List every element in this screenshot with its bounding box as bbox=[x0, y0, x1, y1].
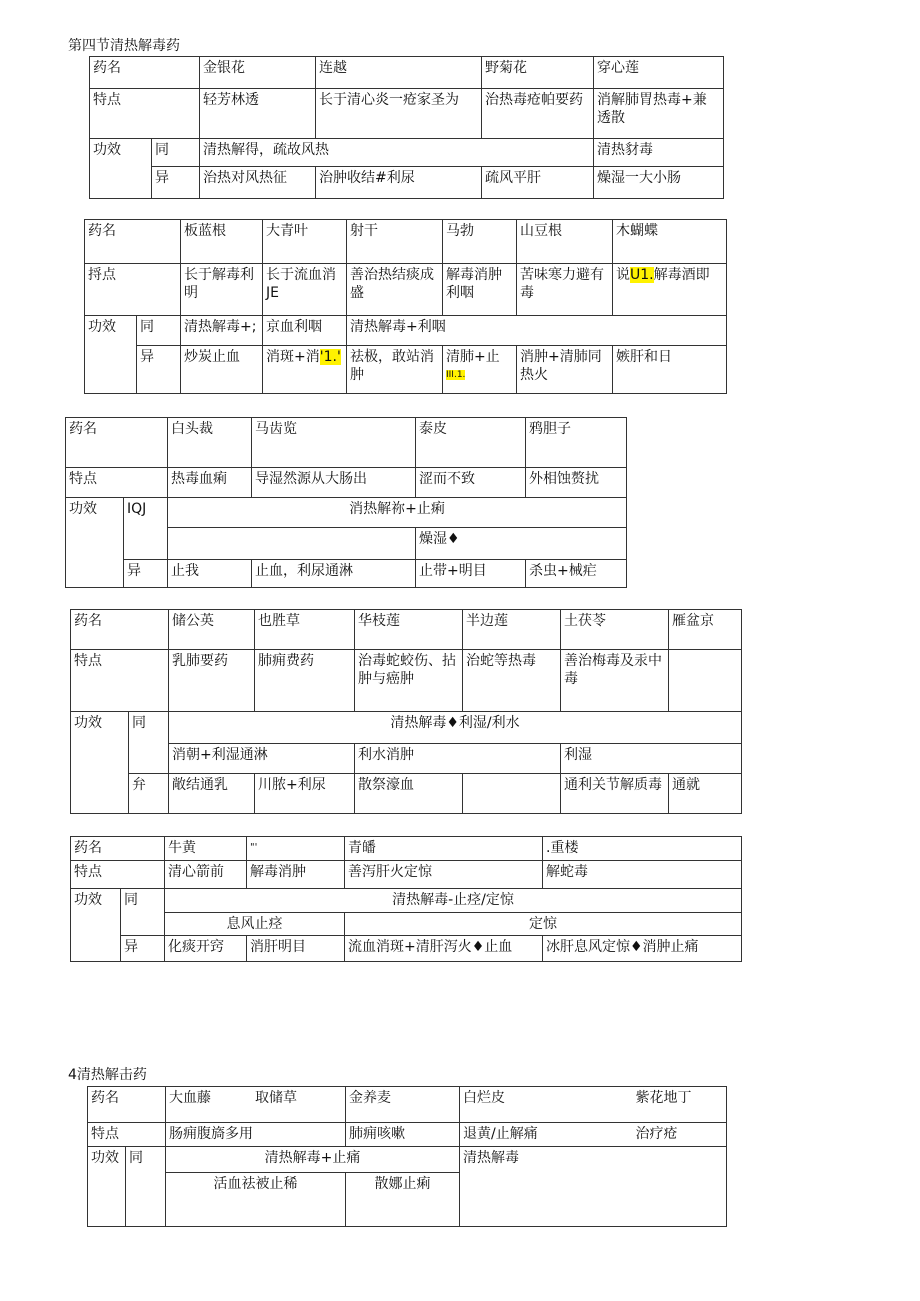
herb-name: 野菊花 bbox=[482, 57, 594, 89]
herb-name: .重楼 bbox=[543, 837, 742, 861]
diff-effect: 通利关节解质毒 bbox=[561, 774, 669, 814]
feature-text: 解毒酒即 bbox=[653, 267, 710, 283]
herb-name: 板蓝根 bbox=[181, 220, 263, 264]
diff-effect: 消肝明目 bbox=[247, 936, 345, 962]
herb-name: 土茯苓 bbox=[561, 610, 669, 650]
herb-name: 木蝴蝶 bbox=[613, 220, 727, 264]
herb-name: 金银花 bbox=[200, 57, 316, 89]
label-diff: 异 bbox=[152, 167, 200, 199]
label-effect: 功效 bbox=[88, 1147, 126, 1227]
feature-text: 治疗疮 bbox=[635, 1126, 678, 1142]
label-feature: 特点 bbox=[88, 1123, 166, 1147]
shared-effect: 清热解毒+止痛 bbox=[166, 1147, 460, 1173]
herb-feature: 善治热结痰成盛 bbox=[347, 264, 443, 316]
label-feature: 特点 bbox=[66, 468, 168, 498]
herb-name: 射干 bbox=[347, 220, 443, 264]
herb-feature: 消解肺胃热毒+兼透散 bbox=[594, 89, 724, 139]
shared-effect: 清热解毒♦利湿/利水 bbox=[169, 712, 742, 744]
label-name: 药名 bbox=[66, 418, 168, 468]
diff-effect: 通就 bbox=[669, 774, 742, 814]
diff-effect: 消肿+清肺同热火 bbox=[517, 346, 613, 394]
herb-feature: 涩而不致 bbox=[416, 468, 526, 498]
label-effect: 功效 bbox=[66, 498, 124, 588]
diff-effect: 杀虫+械疟 bbox=[526, 560, 627, 588]
label-same: 同 bbox=[121, 889, 165, 936]
herb-name: 马齿览 bbox=[252, 418, 416, 468]
herb-name: 山豆根 bbox=[517, 220, 613, 264]
herb-table-4 bbox=[70, 609, 742, 814]
shared-effect: 定惊 bbox=[345, 913, 742, 936]
herb-feature: 长于清心炎一疮家圣为 bbox=[316, 89, 482, 139]
shared-effect: 消朝+利湿通淋 bbox=[169, 744, 355, 774]
herb-table-3 bbox=[65, 417, 627, 588]
label-same: IQJ bbox=[124, 498, 168, 560]
herb-name-text: 白烂皮 bbox=[463, 1090, 505, 1106]
herb-feature: 治毒蛇蛟伤、拈肿与癌肿 bbox=[355, 650, 463, 712]
diff-effect: 化痰开窍 bbox=[165, 936, 247, 962]
highlight-mark: '1.' bbox=[319, 349, 341, 365]
label-feature: 特点 bbox=[90, 89, 200, 139]
shared-effect: 清热解毒-止痉/定惊 bbox=[165, 889, 742, 913]
diff-text: 清肺+止 bbox=[446, 349, 500, 365]
herb-feature: 治蛇等热毒 bbox=[463, 650, 561, 712]
herb-name: "' bbox=[247, 837, 345, 861]
label-diff: 异 bbox=[121, 936, 165, 962]
diff-effect: 止我 bbox=[168, 560, 252, 588]
herb-name: 鸦胆子 bbox=[526, 418, 627, 468]
diff-effect: 炒炭止血 bbox=[181, 346, 263, 394]
herb-name: 牛黄 bbox=[165, 837, 247, 861]
shared-effect: 京血利咽 bbox=[263, 316, 347, 346]
herb-table-1 bbox=[89, 56, 724, 199]
herb-name-text: 紫花地丁 bbox=[635, 1090, 692, 1106]
herb-name: 大青叶 bbox=[263, 220, 347, 264]
herb-name: 马勃 bbox=[443, 220, 517, 264]
label-effect: 功效 bbox=[90, 139, 152, 199]
herb-feature: 乳肺要药 bbox=[169, 650, 255, 712]
herb-feature: 热毒血痢 bbox=[168, 468, 252, 498]
herb-name: 金养麦 bbox=[346, 1087, 460, 1123]
label-name: 药名 bbox=[71, 610, 169, 650]
shared-effect: 清热解毒+利咽 bbox=[347, 316, 727, 346]
shared-effect: 清热豺毒 bbox=[594, 139, 724, 167]
diff-effect: 川脓+利尿 bbox=[255, 774, 355, 814]
empty-cell bbox=[669, 650, 742, 712]
herb-feature: 善治梅毒及汞中毒 bbox=[561, 650, 669, 712]
herb-name: 穿心莲 bbox=[594, 57, 724, 89]
label-feature: 特点 bbox=[71, 650, 169, 712]
herb-feature: 肠痈腹旖多用 bbox=[166, 1123, 346, 1147]
label-same: 同 bbox=[129, 712, 169, 774]
shared-effect: 散娜止痢 bbox=[346, 1173, 460, 1227]
diff-effect: 祛极，敢站消肿 bbox=[347, 346, 443, 394]
herb-name: 也胜草 bbox=[255, 610, 355, 650]
empty-cell bbox=[168, 528, 416, 560]
herb-feature: 解毒消肿 bbox=[247, 861, 345, 889]
empty-cell bbox=[463, 774, 561, 814]
herb-name: 连越 bbox=[316, 57, 482, 89]
herb-feature: 清心箭前 bbox=[165, 861, 247, 889]
herb-name bbox=[460, 1087, 727, 1123]
diff-text: 消斑+消 bbox=[266, 349, 320, 365]
highlight-mark: U1. bbox=[630, 267, 654, 283]
herb-feature: 轻芳林透 bbox=[200, 89, 316, 139]
diff-effect: 燥湿一大小肠 bbox=[594, 167, 724, 199]
herb-name: 泰皮 bbox=[416, 418, 526, 468]
diff-effect: 治肿收结#利尿 bbox=[316, 167, 482, 199]
diff-effect: 疏风平肝 bbox=[482, 167, 594, 199]
shared-effect: 利湿 bbox=[561, 744, 742, 774]
shared-effect: 清热解毒+; bbox=[181, 316, 263, 346]
label-same: 同 bbox=[126, 1147, 166, 1227]
label-effect: 功效 bbox=[71, 889, 121, 962]
herb-feature: 外相蚀赘扰 bbox=[526, 468, 627, 498]
herb-name: 白头裁 bbox=[168, 418, 252, 468]
shared-effect: 清热解毒 bbox=[460, 1147, 727, 1227]
label-feature: 特点 bbox=[71, 861, 165, 889]
highlight-mark: III.1. bbox=[446, 370, 466, 380]
herb-name bbox=[166, 1087, 346, 1123]
label-name: 药名 bbox=[85, 220, 181, 264]
shared-effect: 清热解得，疏故风热 bbox=[200, 139, 594, 167]
herb-feature: 导湿然源从大肠出 bbox=[252, 468, 416, 498]
label-name: 药名 bbox=[71, 837, 165, 861]
label-effect: 功效 bbox=[71, 712, 129, 814]
section-heading: 第四节清热解毒药 bbox=[68, 38, 180, 54]
label-same: 同 bbox=[137, 316, 181, 346]
shared-effect: 消热解祢+止痢 bbox=[168, 498, 627, 528]
diff-effect: 治热对风热征 bbox=[200, 167, 316, 199]
herb-feature: 肺痈费药 bbox=[255, 650, 355, 712]
section-heading: 4清热解击药 bbox=[68, 1067, 147, 1083]
shared-effect: 燥湿♦ bbox=[416, 528, 627, 560]
label-name: 药名 bbox=[90, 57, 200, 89]
diff-effect: 嫉肝和日 bbox=[613, 346, 727, 394]
herb-name: 华枝莲 bbox=[355, 610, 463, 650]
herb-table-6 bbox=[87, 1086, 727, 1227]
feature-text: 说 bbox=[616, 267, 630, 283]
label-effect: 功效 bbox=[85, 316, 137, 394]
label-name: 药名 bbox=[88, 1087, 166, 1123]
shared-effect: 活血祛被止稀 bbox=[166, 1173, 346, 1227]
label-feature: 捋点 bbox=[85, 264, 181, 316]
herb-feature: 解毒消肿利咽 bbox=[443, 264, 517, 316]
herb-name: 雁盆京 bbox=[669, 610, 742, 650]
diff-effect: 冰肝息风定惊♦消肿止痛 bbox=[543, 936, 742, 962]
diff-effect: 散祭濠血 bbox=[355, 774, 463, 814]
herb-table-2 bbox=[84, 219, 727, 394]
herb-feature: 解蛇毒 bbox=[543, 861, 742, 889]
herb-table-5 bbox=[70, 836, 742, 962]
herb-feature bbox=[613, 264, 727, 316]
diff-effect bbox=[263, 346, 347, 394]
herb-feature: 治热毒疮帕要药 bbox=[482, 89, 594, 139]
diff-effect bbox=[443, 346, 517, 394]
herb-name: 半边莲 bbox=[463, 610, 561, 650]
herb-feature: 长于流血消JE bbox=[263, 264, 347, 316]
diff-effect: 敞结通乳 bbox=[169, 774, 255, 814]
diff-effect: 流血消斑+清肝泻火♦止血 bbox=[345, 936, 543, 962]
shared-effect: 息风止痉 bbox=[165, 913, 345, 936]
herb-name: 青皤 bbox=[345, 837, 543, 861]
herb-feature bbox=[460, 1123, 727, 1147]
herb-name: 储公英 bbox=[169, 610, 255, 650]
feature-text: 退黄/止解痛 bbox=[463, 1126, 538, 1142]
shared-effect: 利水消肿 bbox=[355, 744, 561, 774]
herb-feature: 善泻肝火定惊 bbox=[345, 861, 543, 889]
label-diff: 异 bbox=[137, 346, 181, 394]
herb-feature: 长于解毒利明 bbox=[181, 264, 263, 316]
herb-name-text: 取储草 bbox=[255, 1090, 297, 1106]
herb-feature: 苦味寒力避有毒 bbox=[517, 264, 613, 316]
herb-name-text: 大血藤 bbox=[169, 1090, 211, 1106]
label-same: 同 bbox=[152, 139, 200, 167]
diff-effect: 止带+明目 bbox=[416, 560, 526, 588]
label-diff: 异 bbox=[124, 560, 168, 588]
diff-effect: 止血，利尿通淋 bbox=[252, 560, 416, 588]
label-diff: 弁 bbox=[129, 774, 169, 814]
herb-feature: 肺痈咳嗽 bbox=[346, 1123, 460, 1147]
